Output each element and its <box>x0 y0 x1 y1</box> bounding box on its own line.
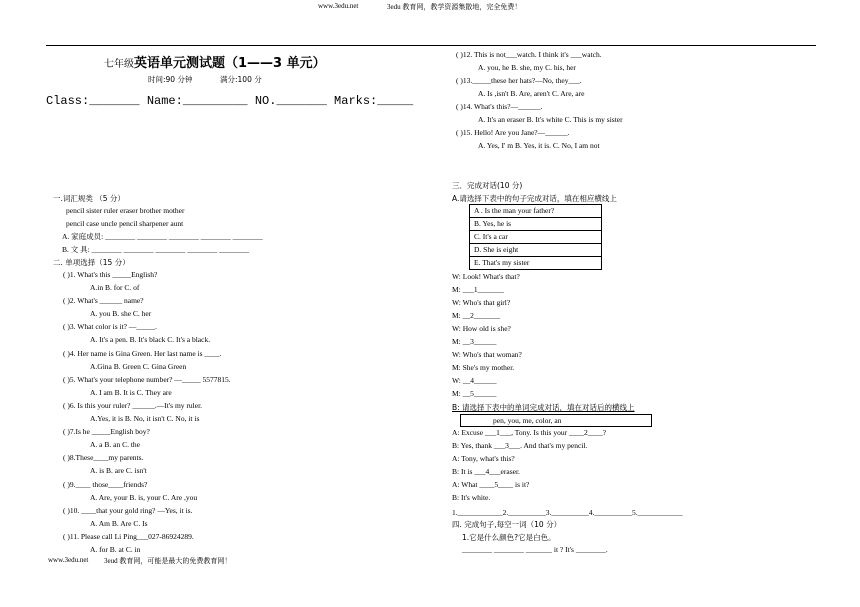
mc-options: A. It's a pen. B. It's black C. It's a black. <box>90 335 211 345</box>
mc-question: ( )10. ____that your gold ring? —Yes, it is. <box>63 505 193 515</box>
mc-options: A. for B. at C. in <box>90 545 141 554</box>
dialogue-line: B: Yes, thank ___3___. And that's my pencil. <box>452 441 588 450</box>
mc-question: ( )14. What's this?—______. <box>456 102 543 111</box>
word-options-box <box>460 414 652 427</box>
header-site: www.3edu.net <box>318 2 359 10</box>
dialogue-line: A: Excuse ___1___, Tony. Is this your ____2____? <box>452 428 607 437</box>
dialogue-line: W: How old is she? <box>452 324 511 333</box>
dialogue-line: W: __4______ <box>452 376 497 385</box>
mc-question: ( )9.____ those____friends? <box>63 479 148 489</box>
mc-question: ( )1. What's this _____English? <box>63 270 158 279</box>
mc-options: A. Is ,isn't B. Are, aren't C. Are, are <box>478 89 585 98</box>
sentence-option: A . Is the man your father? <box>470 205 601 218</box>
title-grade: 七年级 <box>104 59 134 70</box>
mc-options: A.Yes, it is B. No, it isn't C. No, it is <box>90 414 200 423</box>
sentence-option: D. She is eight <box>470 244 601 257</box>
section4-q1: 1.它是什么颜色?它是白色。 <box>462 533 556 542</box>
section1-heading: 一.词汇规类 （5 分） <box>53 194 125 203</box>
part-a-instruction: A.请选择下表中的句子完成对话，填在相应横线上 <box>452 194 617 203</box>
mc-options: A.in B. for C. of <box>90 283 140 292</box>
mc-options: A. It's an eraser B. It's white C. This is my sister <box>478 115 623 124</box>
word-options-text: pen, you, me, color, an <box>493 416 562 425</box>
footer-slogan: 3eud 教育网，可能是最大的免费教育网！ <box>104 557 232 565</box>
section2-heading: 二. 单项选择（15 分） <box>53 258 130 267</box>
dialogue-line: W: Who's that girl? <box>452 298 511 307</box>
sentence-option: B. Yes, he is <box>470 218 601 231</box>
dialogue-line: A: Tony, what's this? <box>452 454 515 463</box>
mc-question: ( )13._____these her hats?—No, they___. <box>456 76 582 85</box>
mc-question: ( )12. This is not___watch. I think it's ___watch. <box>456 50 602 59</box>
dialogue-line: W: Who's that woman? <box>452 350 522 359</box>
dialogue-line: A: What ____5____ is it? <box>452 480 530 489</box>
mc-question: ( )6. Is this your ruler? ______.—It's my ruler. <box>63 401 203 410</box>
sentence-options-box <box>469 204 602 270</box>
mc-options: A. a B. an C. the <box>90 440 140 450</box>
stationery-line: B. 文 具: ________ ________ ________ ________ ________ <box>62 245 250 254</box>
mc-options: A. I am B. It is C. They are <box>90 387 172 397</box>
exam-time: 时间:90 分钟 <box>148 75 193 84</box>
sentence-option: E. That's my sister <box>474 258 530 267</box>
title-main: 英语单元测试题（1——3 单元） <box>134 56 326 71</box>
class-info-line: Class:_______ Name:_________ NO._______ Marks:_____ <box>46 94 414 108</box>
dialogue-line: M: __5______ <box>452 389 497 398</box>
mc-options: A. is B. are C. isn't <box>90 466 147 476</box>
mc-question: ( )11. Please call Li Ping___027-86924289. <box>63 532 194 541</box>
mc-question: ( )8.These____my parents. <box>63 453 144 463</box>
mc-options: A. Am B. Are C. Is <box>90 518 148 528</box>
answer-line: 1.____________2.__________3.__________4.__________5.____________ <box>452 508 683 517</box>
exam-score: 满分:100 分 <box>220 75 262 84</box>
mc-question: ( )4. Her name is Gina Green. Her last name is ____. <box>63 348 222 358</box>
word-list-1: pencil sister ruler eraser brother mother <box>66 206 185 215</box>
word-list-2: pencil case uncle pencil sharpener aunt <box>66 219 184 228</box>
mc-options: A. you B. she C. her <box>90 309 152 319</box>
mc-options: A. Are, your B. is, your C. Are ,you <box>90 492 198 502</box>
sentence-option: C. It's a car <box>470 231 601 244</box>
dialogue-line: M: She's my mother. <box>452 363 515 372</box>
page-title <box>104 52 326 71</box>
mc-question: ( )5. What's your telephone number? —_____ 5577815. <box>63 374 231 384</box>
mc-options: A. Yes, I' m B. Yes, it is. C. No, I am not <box>478 141 600 150</box>
footer-site: www.3edu.net <box>48 556 89 564</box>
header-slogan: 3edu 教育网，教学资源集散地，完全免费！ <box>387 3 522 11</box>
mc-question: ( )15. Hello! Are you Jane?—______. <box>456 128 570 137</box>
section4-q1-blanks: ________ ________ _______ it ? It's ________. <box>462 545 608 554</box>
dialogue-line: M: ___1_______ <box>452 285 504 294</box>
mc-options: A.Gina B. Green C. Gina Green <box>90 361 187 371</box>
mc-options: A. you, he B. she, my C. his, her <box>478 63 576 72</box>
header-rule <box>46 45 816 46</box>
dialogue-line: M: __2_______ <box>452 311 501 320</box>
dialogue-line: M: __3______ <box>452 337 497 346</box>
mc-question: ( )3. What color is it? —_____. <box>63 322 158 332</box>
mc-question: ( )7.Is he _____English boy? <box>63 427 150 437</box>
dialogue-line: W: Look! What's that? <box>452 272 520 281</box>
dialogue-line: B: It is ___4___eraser. <box>452 467 520 476</box>
mc-question: ( )2. What's ______ name? <box>63 296 144 306</box>
family-line: A. 家庭成员: ________ ________ ________ ________ ________ <box>62 232 263 241</box>
section4-heading: 四. 完成句子,每空一词（10 分） <box>452 520 562 529</box>
dialogue-line: B: It's white. <box>452 493 491 502</box>
section3-heading: 三．完成对话(10 分) <box>452 181 523 190</box>
part-b-instruction: B: 请选择下表中的单词完成对话，填在对话后的横线上 <box>452 403 635 412</box>
